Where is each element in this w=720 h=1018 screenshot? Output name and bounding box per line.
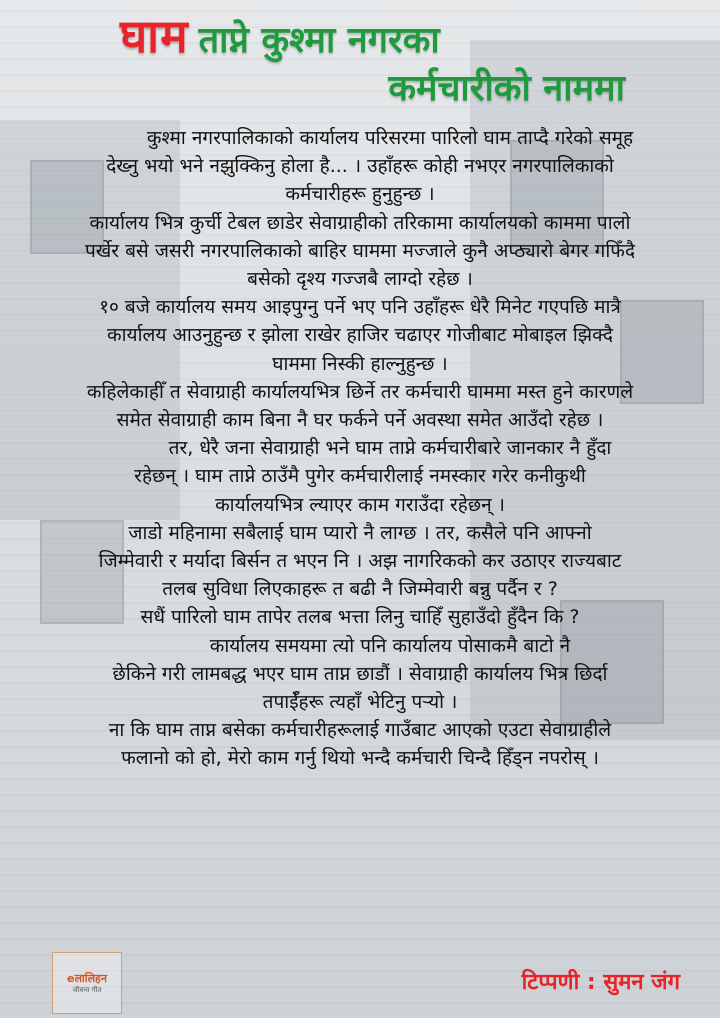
logo-tagline: जीवन्त गीत [72, 986, 102, 994]
text-line: समेत सेवाग्राही काम बिना नै घर फर्कने पर्ने अवस्था समेत आउँदो रहेछ । [116, 409, 604, 432]
text-line: कहिलेकाहीँ त सेवाग्राही कार्यालयभित्र छिर्ने तर कर्मचारी घाममा मस्त हुने कारणले [86, 380, 634, 403]
text-line: बसेको दृश्य गज्जबै लाग्दो रहेछ । [247, 268, 473, 291]
logo-name: eलालिहन [66, 972, 108, 985]
text-line: कर्मचारीहरू हुनुहुन्छ । [285, 183, 435, 206]
headline-line-2: कर्मचारीको नाममा [388, 68, 625, 109]
text-line: सधैं पारिलो घाम तापेर तलब भत्ता लिनु चाहिँ सुहाउँदो हुँदैन कि ? [140, 606, 580, 629]
headline-line-1 [120, 4, 440, 66]
text-line: १० बजे कार्यालय समय आइपुग्नु पर्ने भए पनि उहाँहरू धेरै मिनेट गएपछि मात्रै [99, 296, 621, 319]
text-line: तपाईँहरू त्यहाँ भेटिनु पर्‍यो । [262, 691, 458, 714]
text-line: घाममा निस्की हाल्नुहुन्छ । [272, 352, 448, 375]
text-line: जिम्मेवारी र मर्यादा बिर्सन त भएन नि । अझ नागरिकको कर उठाएर राज्यबाट [98, 550, 622, 573]
headline-rest: ताप्ने कुश्मा नगरका [198, 20, 440, 61]
text-line: जाडो महिनामा सबैलाई घाम प्यारो नै लाग्छ । तर, कसैले पनि आफ्नो [128, 521, 592, 544]
text-line: पर्खेर बसे जसरी नगरपालिकाको बाहिर घाममा मज्जाले कुनै अप्ठ्यारो बेगर गफिँदै [84, 239, 636, 262]
headline-highlight: घाम [120, 9, 189, 63]
text-line: तलब सुविधा लिएकाहरू त बढी नै जिम्मेवारी बन्नु पर्दैन र ? [162, 578, 558, 601]
article-body [20, 124, 700, 773]
publisher-logo [52, 952, 122, 1014]
text-line: कुश्मा नगरपालिकाको कार्यालय परिसरमा पारिलो घाम ताप्दै गरेको समूह [146, 127, 634, 149]
text-line: तर, धेरै जना सेवाग्राही भने घाम ताप्ने कर्मचारीबारे जानकार नै हुँदा [168, 437, 612, 460]
text-line: ना कि घाम ताप्न बसेका कर्मचारीहरूलाई गाउँबाट आएको एउटा सेवाग्राहीले [108, 719, 612, 742]
text-line: कार्यालय समयमा त्यो पनि कार्यालय पोसाकमै बाटो नै [209, 634, 571, 657]
text-line: फलानो को हो, मेरो काम गर्नु थियो भन्दै कर्मचारी चिन्दै हिँड्न नपरोस् । [121, 747, 599, 770]
text-line: रहेछन् । घाम ताप्ने ठाउँमै पुगेर कर्मचारीलाई नमस्कार गरेर कनीकुथी [134, 465, 586, 488]
text-line: छेकिने गरी लामबद्ध भएर घाम ताप्न छाडौं । सेवाग्राही कार्यालय भित्र छिर्दा [112, 662, 608, 685]
text-line: कार्यालय भित्र कुर्ची टेबल छाडेर सेवाग्राहीको तरिकामा कार्यालयको काममा पालो [89, 211, 631, 234]
text-line: कार्यालय आउनुहुन्छ र झोला राखेर हाजिर चढाएर गोजीबाट मोबाइल झिक्दै [107, 324, 613, 347]
text-line: देख्नु भयो भने नझुक्किनु होला है... । उहाँहरू कोही नभएर नगरपालिकाको [106, 155, 614, 178]
author-credit: टिप्पणी : सुमन जंग [521, 970, 680, 995]
text-line: कार्यालयभित्र ल्याएर काम गराउँदा रहेछन् । [215, 493, 505, 516]
